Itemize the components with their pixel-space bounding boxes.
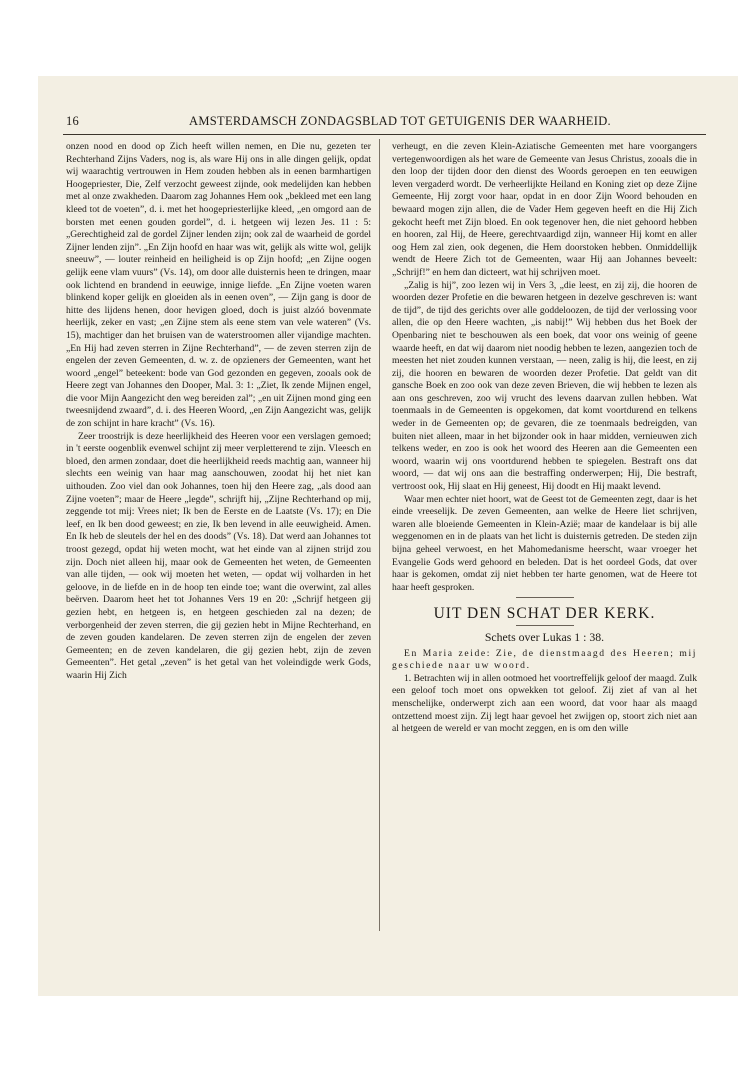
header-rule: [63, 134, 706, 135]
left-paragraph-1: onzen nood en dood op Zich heeft willen nemen, en Die nu, gezeten ter Rechterhand Zijns Vaders, nog is, als ware Hij ons in alle dingen gelijk, opdat wij waarachtig vertrouwen in Hem zouden hebben als in eenen barmhartigen Hoogepriester, Die, Zelf verzocht geweest zijnde, ook medelijden kan hebben met al onze zwakheden. Daarom zag Johannes Hem ook „bekleed met een lang kleed tot de voeten”, d. i. met het hoogepriesterlijke kleed, „en omgord aan de borsten met eenen gouden gordel”, d. i. hetgeen wij lezen Jes. 11 : 5: „Gerechtigheid zal de gordel Zijner lenden zijn; ook zal de waarheid de gordel Zijner lenden zijn”. „En Zijn hoofd en haar was wit, gelijk als witte wol, gelijk sneeuw”, — louter reinheid en heiligheid is op Zijn hoofd; „en Zijne oogen gelijk eene vlam vuurs” (Vs. 14), om door alle duisternis heen te dringen, maar ook lichtend en brandend in eeuwige, innige liefde. „En Zijne voeten waren blinkend koper gelijk en gloeiden als in eenen oven”, — Zijn gang is door de hitte des lijdens henen, door hevigen gloed, doch is juist alzóó bovenmate heerlijk, zeker en vast; „en Zijne stem als eene stem van vele wateren” (Vs. 15), machtiger dan het bruisen van de waterstroomen aller vijandige machten. „En Hij had zeven sterren in Zijne Rechterhand”, — de zeven sterren zijn de engelen der zeven Gemeenten, d. w. z. de opzieners der Gemeenten, want het woord „engel” beteekent: bode van God gezonden en gegeven, zooals ook de Heere zegt van Johannes den Dooper, Mal. 3: 1: „Ziet, Ik zende Mijnen engel, die voor Mijn Aangezicht den weg bereiden zal”; „en uit Zijnen mond ging een tweesnijdend zwaard”, d. i. des Heeren Woord, „en Zijn Aangezicht was, gelijk de zon schijnt in hare kracht” (Vs. 16).: [66, 141, 371, 430]
left-paragraph-2: Zeer troostrijk is deze heerlijkheid des Heeren voor een verslagen gemoed; in 't eerste oogenblik evenwel schijnt zij meer verpletterend te zijn. Vleesch en bloed, den armen zondaar, doet die heerlijkheid reeds machtig aan, wanneer hij slechts een weinig van haar mag aanschouwen, zoodat hij het niet kan uithouden. Zoo viel dan ook Johannes, toen hij den Heere zag, „als dood aan Zijne voeten”; maar de Heere „legde”, schrijft hij, „Zijne Rechterhand op mij, zeggende tot mij: Vrees niet; Ik ben de Eerste en de Laatste (Vs. 17); en Die leef, en Ik ben dood geweest; en zie, Ik ben levend in alle eeuwigheid. Amen. En Ik heb de sleutels der hel en des doods” (Vs. 18). Dat werd aan Johannes tot troost gezegd, opdat hij weten mocht, wat het einde van al zijnen strijd zou zijn. Doch niet alleen hij, maar ook de Gemeenten het weten, de Gemeenten van alle tijden, — ook wij moeten het weten, — opdat wij volharden in het geloove, in de liefde en in de hoop ten einde toe; want die overwint, zal alles beërven. Daarom heet het tot Johannes Vers 19 en 20: „Schrijf hetgeen gij gezien hebt, en hetgeen is, en hetgeen geschieden zal na dezen; de verborgenheid der zeven sterren, die gij gezien hebt in Mijne Rechterhand, en de zeven gouden kandelaren. De zeven sterren zijn de engelen der zeven Gemeenten; en de zeven kandelaren, die gij gezien hebt, zijn de zeven Gemeenten”. Het getal „zeven” is het getal van het voleindigde werk Gods, waarin Hij Zich: [66, 430, 371, 681]
newspaper-title: AMSTERDAMSCH ZONDAGSBLAD TOT GETUIGENIS DER WAARHEID.: [189, 114, 611, 128]
section-subtitle: Schets over Lukas 1 : 38.: [484, 629, 605, 644]
right-paragraph-1: verheugt, en die zeven Klein-Aziatische Gemeenten met hare voorgangers vertegenwoordigen als het ware de Gemeente van Jesus Christus, zooals die in den loop der tijden door den dienst des Woords geroepen en ten eeuwigen leven vergaderd wordt. De verheerlijkte Heiland en Koning ziet op deze Zijne Gemeente, Hij zorgt voor haar, opdat in en door Zijn Woord behouden en bewaard mogen zijn allen, die de Vader Hem gegeven heeft en die Hij Zich gekocht heeft met Zijn bloed. En ook tegenover hen, die niet gehoord hebben en hooren, zal Hij, de Heere, gerechtvaardigd zijn, wanneer Hij komt en aller oog Hem zal zien, ook degenen, die Hem doorstoken hebben. Onmiddellijk wendt de Heere Zich tot de Gemeenten, waar Hij aan Johannes beveelt: „Schrijf!” en hem dan dicteert, wat hij schrijven moet.: [392, 141, 697, 278]
page-header: [66, 112, 706, 132]
section-title: UIT DEN SCHAT DER KERK.: [433, 605, 656, 623]
left-column: [66, 141, 371, 683]
section-rule-top: [516, 597, 574, 598]
right-paragraph-2: „Zalig is hij”, zoo lezen wij in Vers 3, „die leest, en zij zij, die hooren de woorden dezer Profetie en die bewaren hetgeen in dezelve geschreven is: want de tijd”, de tijd des gerichts over alle goddeloozen, de tijd der verlossing voor allen, die op den Heere wachten, „is nabij!” Wij hebben dus het Boek der Openbaring niet te beschouwen als een boek, dat voor ons weinig of geene waarde heeft, en dat wij daarom niet noodig hebben te lezen, aangezien toch de meesten het niet zouden kunnen verstaan, — neen, zalig is hij, die leest, en zij zij, die hooren en bewaren de woorden dezer Profetie. Dat geldt van dit gansche Boek en zoo ook van deze zeven Brieven, die wij hebben te lezen als aan ons geschreven, zoo wij vrucht des levens daarvan zullen hebben. Wat toenmaals in de Gemeenten is opgekomen, dat komt voortdurend en telkens weder in de Gemeenten op; de gevaren, die ze toenmaals bedreigden, van buiten niet alleen, maar in het bijzonder ook in haar midden, vernieuwen zich telkens weder, en zoo is ook het woord des Heeren aan die Gemeenten een woord, waarin wij ons voortdurend hebben te spiegelen. Bestraft ons dat woord, — dat wij ons aan die bestraffing onderwerpen; Hij, Die bestraft, vertroost ook, Hij slaat en Hij geneest, Hij doodt en Hij maakt levend.: [392, 279, 697, 493]
column-divider: [379, 139, 380, 931]
section-body: 1. Betrachten wij in allen ootmoed het voortreffelijk geloof der maagd. Zulk een geloof toch moet ons opwekken tot geloof. Zij ziet af van al het menschelijke, onderwerpt zich aan een woord, dat voor haar als maagd ontzettend moest zijn. Zij legt haar gevoel het zwijgen op, stoort zich niet aan al hetgeen de wereld er van mocht zeggen, en is om den wille: [392, 672, 697, 735]
right-paragraph-3: Waar men echter niet hoort, wat de Geest tot de Gemeenten zegt, daar is het einde vreeselijk. De zeven Gemeenten, aan welke de Heere liet schrijven, waren alle bloeiende Gemeenten in Klein-Azië; maar de kandelaar is bij alle weggenomen en in de plaats van het licht is duisternis getreden. De steden zijn bijna geheel verwoest, en het Mahomedanisme heerscht, waar vroeger het Evangelie Gods werd gehoord en beleden. Dat is het oordeel Gods, dat over haar is gekomen, omdat zij niet hebben ter harte genomen, wat de Heere tot haar heeft gesproken.: [392, 493, 697, 593]
section-rule-bottom: [516, 625, 574, 626]
right-column: [392, 141, 697, 736]
section-lede: En Maria zeide: Zie, de dienstmaagd des Heeren; mij geschiede naar uw woord.: [392, 647, 697, 672]
page-number: 16: [66, 114, 80, 128]
